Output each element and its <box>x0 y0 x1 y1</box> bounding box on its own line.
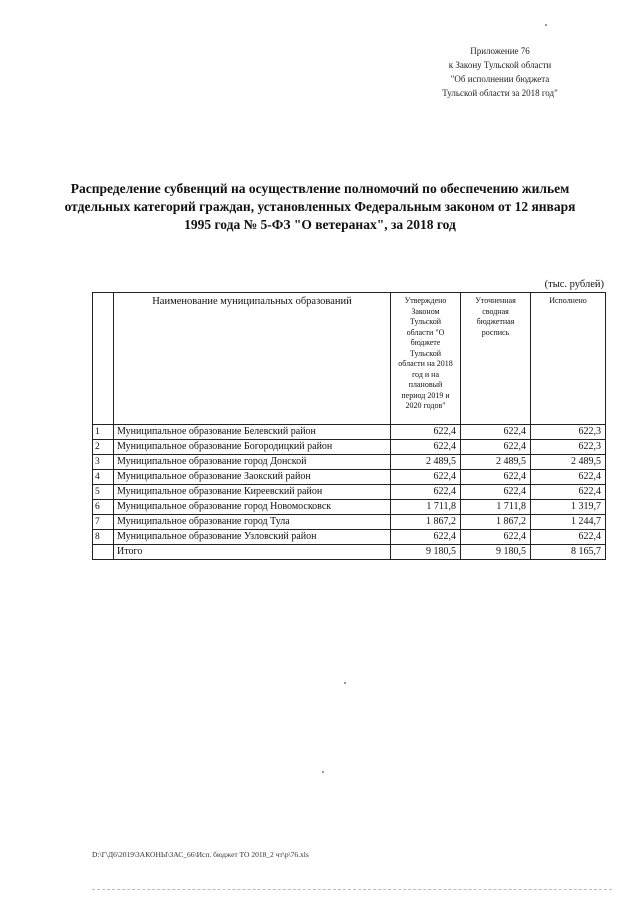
row-adjusted: 622,4 <box>461 425 531 440</box>
row-number: 3 <box>93 455 114 470</box>
appendix-line: Тульской области за 2018 год" <box>442 88 558 98</box>
document-title <box>60 180 580 234</box>
table-row <box>93 530 606 545</box>
row-number: 1 <box>93 425 114 440</box>
row-executed: 1 319,7 <box>531 500 606 515</box>
row-executed: 1 244,7 <box>531 515 606 530</box>
scan-edge-line <box>92 889 612 890</box>
title-line: 1995 года № 5-ФЗ "О ветеранах", за 2018 год <box>184 217 456 232</box>
subventions-table <box>92 292 606 560</box>
total-executed: 8 165,7 <box>531 545 606 560</box>
header-num <box>93 293 114 425</box>
row-approved: 622,4 <box>391 485 461 500</box>
row-executed: 622,3 <box>531 440 606 455</box>
row-adjusted: 2 489,5 <box>461 455 531 470</box>
row-executed: 622,3 <box>531 425 606 440</box>
table-row <box>93 455 606 470</box>
row-adjusted: 622,4 <box>461 530 531 545</box>
row-executed: 622,4 <box>531 485 606 500</box>
row-number: 8 <box>93 530 114 545</box>
row-number: 5 <box>93 485 114 500</box>
row-approved: 622,4 <box>391 440 461 455</box>
row-adjusted: 1 867,2 <box>461 515 531 530</box>
row-adjusted: 622,4 <box>461 440 531 455</box>
row-adjusted: 622,4 <box>461 470 531 485</box>
row-number: 2 <box>93 440 114 455</box>
appendix-line: "Об исполнении бюджета <box>450 74 550 84</box>
row-executed: 2 489,5 <box>531 455 606 470</box>
total-label: Итого <box>114 545 391 560</box>
appendix-line: к Закону Тульской области <box>448 60 552 70</box>
table-row <box>93 440 606 455</box>
table-row <box>93 425 606 440</box>
scan-speck <box>344 682 346 684</box>
scan-speck <box>545 24 547 26</box>
row-number: 7 <box>93 515 114 530</box>
table-row <box>93 515 606 530</box>
row-name: Муниципальное образование Узловский район <box>114 530 391 545</box>
row-name: Муниципальное образование город Тула <box>114 515 391 530</box>
row-number: 6 <box>93 500 114 515</box>
header-name: Наименование муниципальных образований <box>114 293 391 425</box>
row-name: Муниципальное образование Киреевский район <box>114 485 391 500</box>
row-executed: 622,4 <box>531 530 606 545</box>
file-path-footer: D:\Г\Д6\2019\ЗАКОНЫ\ЗАС_66\Исп. бюджет ТО 2018_2 чт\р\76.xls <box>92 850 309 859</box>
header-adjusted: Уточненная сводная бюджетная роспись <box>461 293 531 425</box>
total-number <box>93 545 114 560</box>
table-row <box>93 500 606 515</box>
row-name: Муниципальное образование Заокский район <box>114 470 391 485</box>
row-name: Муниципальное образование город Новомосковск <box>114 500 391 515</box>
table-row <box>93 485 606 500</box>
row-name: Муниципальное образование город Донской <box>114 455 391 470</box>
total-adjusted: 9 180,5 <box>461 545 531 560</box>
row-adjusted: 622,4 <box>461 485 531 500</box>
row-approved: 622,4 <box>391 530 461 545</box>
row-approved: 622,4 <box>391 425 461 440</box>
row-adjusted: 1 711,8 <box>461 500 531 515</box>
row-approved: 622,4 <box>391 470 461 485</box>
table-header-row <box>93 293 606 425</box>
total-approved: 9 180,5 <box>391 545 461 560</box>
table-row <box>93 470 606 485</box>
row-approved: 2 489,5 <box>391 455 461 470</box>
row-executed: 622,4 <box>531 470 606 485</box>
row-number: 4 <box>93 470 114 485</box>
row-approved: 1 867,2 <box>391 515 461 530</box>
appendix-header <box>420 44 580 100</box>
appendix-line: Приложение 76 <box>470 46 530 56</box>
row-name: Муниципальное образование Богородицкий район <box>114 440 391 455</box>
table-total-row <box>93 545 606 560</box>
title-line: отдельных категорий граждан, установленных Федеральным законом от 12 января <box>64 199 576 214</box>
units-label: (тыс. рублей) <box>544 279 604 290</box>
scan-speck <box>322 771 324 773</box>
header-executed: Исполнено <box>531 293 606 425</box>
row-approved: 1 711,8 <box>391 500 461 515</box>
header-approved: Утверждено Законом Тульской области "О бюджете Тульской области на 2018 год и на плановый период 2019 и 2020 годов" <box>391 293 461 425</box>
title-line: Распределение субвенций на осуществление полномочий по обеспечению жильем <box>70 181 570 196</box>
row-name: Муниципальное образование Белевский район <box>114 425 391 440</box>
